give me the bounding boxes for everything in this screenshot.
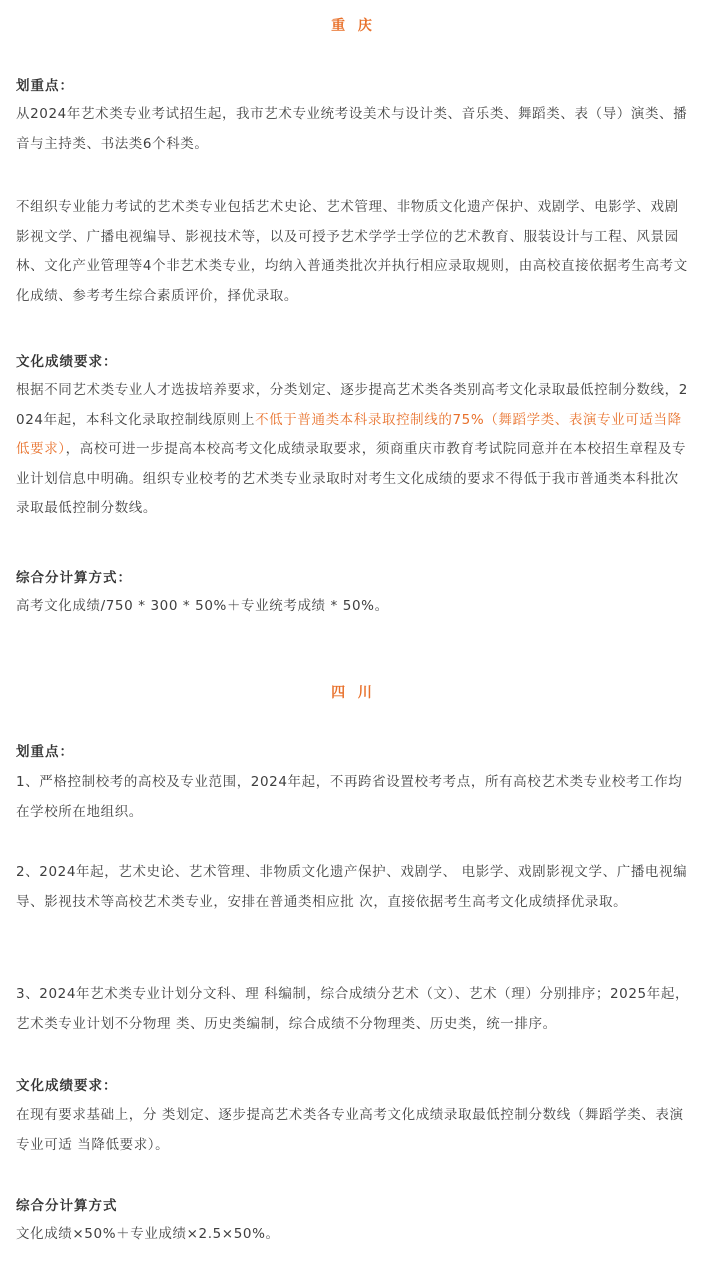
culture-requirement-heading: 文化成绩要求： [16, 1078, 118, 1094]
section-title-chongqing: 重 庆 [331, 18, 376, 34]
culture-requirement-paragraph: 在现有要求基础上，分 类划定、逐步提高艺术类各专业高考文化成绩录取最低控制分数线（舞蹈学类、表演专业可适 当降低要求）。 [16, 1107, 684, 1153]
culture-requirement-paragraph [16, 376, 692, 524]
section-title-sichuan: 四 川 [331, 685, 376, 701]
paragraph: 3、2024年艺术类专业计划分文科、理 科编制，综合成绩分艺术（文）、艺术（理）分别排序；2025年起，艺术类专业计划不分物理 类、历史类编制，综合成绩不分物理类、历史类，统一排序。 [16, 986, 690, 1032]
formula-heading: 综合分计算方式 [16, 1198, 118, 1214]
key-points-heading: 划重点： [16, 78, 74, 94]
paragraph: 1、严格控制校考的高校及专业范围，2024年起，不再跨省设置校考考点，所有高校艺术类专业校考工作均在学校所在地组织。 [16, 774, 683, 820]
paragraph: 不组织专业能力考试的艺术类专业包括艺术史论、艺术管理、非物质文化遗产保护、戏剧学、电影学、戏剧影视文学、广播电视编导、影视技术等，以及可授予艺术学学士学位的艺术教育、服装设计与工程、风景园林、文化产业管理等4个非艺术类专业，均纳入普通类批次并执行相应录取规则，由高校直接依据考生高考文化成绩、参考考生综合素质评价，择优录取。 [16, 199, 688, 304]
culture-requirement-heading: 文化成绩要求： [16, 354, 118, 370]
formula-text: 高考文化成绩/750 * 300 * 50%＋专业统考成绩 * 50%。 [16, 598, 389, 614]
formula-heading: 综合分计算方式： [16, 570, 132, 586]
paragraph: 从2024年艺术类专业考试招生起，我市艺术专业统考设美术与设计类、音乐类、舞蹈类、表（导）演类、播音与主持类、书法类6个科类。 [16, 106, 688, 152]
text: ，高校可进一步提高本校高考文化成绩录取要求，须商重庆市教育考试院同意并在本校招生章程及专业计划信息中明确。组织专业校考的艺术类专业录取时对考生文化成绩的要求不得低于我市普通类本科批次录取最低控制分数线。 [16, 441, 687, 516]
formula-text: 文化成绩×50%＋专业成绩×2.5×50%。 [16, 1226, 280, 1242]
highlighted-text: 不低于普通类本科录取控制线的75%（舞蹈学类、表演专业可适当降低要求） [16, 411, 682, 457]
text: 根据不同艺术类专业人才选拔培养要求，分类划定、逐步提高艺术类各类别高考文化录取最低控制分数线，2024年起，本科文化录取控制线原则上 [16, 382, 688, 428]
key-points-heading: 划重点： [16, 744, 74, 760]
paragraph: 2、2024年起，艺术史论、艺术管理、非物质文化遗产保护、戏剧学、 电影学、戏剧影视文学、广播电视编导、影视技术等高校艺术类专业，安排在普通类相应批 次，直接依据考生高考文化成绩择优录取。 [16, 864, 688, 910]
